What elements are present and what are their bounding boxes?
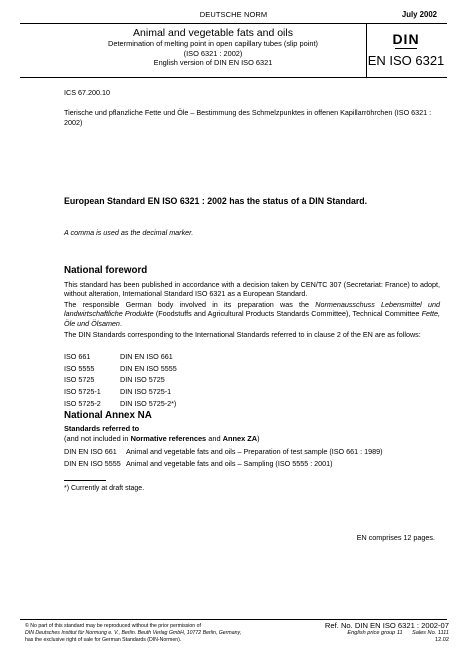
reference-description: Animal and vegetable fats and oils – Sampling (ISO 5555 : 2001)	[126, 458, 333, 468]
iso-reference: (ISO 6321 : 2002)	[183, 48, 243, 58]
din-standard: DIN EN ISO 661	[120, 352, 173, 361]
din-standard: DIN ISO 5725-1	[120, 387, 172, 397]
footnote-rule	[64, 480, 106, 481]
fp2-text-a: The responsible German body involved in its preparation was the	[64, 300, 316, 309]
ni-c: and	[206, 434, 223, 443]
iso-standard: ISO 5725-1	[64, 387, 101, 397]
fp2-committee: Normenausschuss Lebensmittel und landwirtschaftliche Produkte	[64, 300, 441, 319]
iso-standard: ISO 661	[64, 352, 91, 361]
foreword-paragraph-1: This standard has been published in accordance with a decision taken by CEN/TC 307 (Secretariat: France) to adopt, without alteration, International Standard ISO 6321 as a European Standard.	[64, 280, 440, 299]
publication-date: July 2002	[401, 10, 437, 19]
document-title: Animal and vegetable fats and oils	[133, 27, 293, 39]
price-group: English price group 11	[347, 630, 403, 636]
reference-row	[64, 458, 383, 470]
fp2-text-c: .	[119, 318, 122, 328]
status-statement: European Standard EN ISO 6321 : 2002 has the status of a DIN Standard.	[64, 196, 368, 206]
ni-a: (and not included in	[64, 434, 131, 443]
ni-normative-references: Normative references	[130, 434, 207, 443]
header-top	[0, 10, 467, 22]
german-title: Tierische und pflanzliche Fette und Öle – Bestimmung des Schmelzpunktes in offenen Kapillarröhrchen (ISO 6321 : 2002)	[64, 108, 432, 127]
din-standard: DIN ISO 5725-2*)	[120, 398, 177, 408]
foreword-heading: National foreword	[64, 265, 148, 276]
correspondence-row	[64, 386, 177, 398]
din-box	[366, 25, 446, 77]
decimal-note: A comma is used as the decimal marker.	[64, 228, 194, 237]
correspondence-row	[64, 351, 177, 363]
fp2-text-b: (Foodstuffs and Agricultural Products Standards Committee), Technical Committee	[153, 309, 422, 319]
iso-standard: ISO 5725-2	[64, 398, 101, 408]
page-count-note: EN comprises 12 pages.	[356, 533, 435, 542]
english-version: English version of DIN EN ISO 6321	[153, 58, 273, 68]
footer-rule	[20, 619, 447, 620]
iso-standard: ISO 5725	[64, 375, 95, 385]
not-included-note	[64, 434, 260, 443]
standards-referred-heading: Standards referred to	[64, 424, 140, 433]
reference-standard: DIN EN ISO 5555	[64, 458, 121, 468]
reference-row	[64, 446, 383, 458]
footer-reference	[325, 621, 449, 644]
ni-e: )	[257, 434, 260, 443]
foreword-paragraph-2	[64, 300, 440, 328]
copyright-line-2: DIN Deutsches Institut für Normung e. V., Berlin. Beuth Verlag GmbH, 10772 Berlin, Germany,	[25, 629, 242, 636]
reference-standard: DIN EN ISO 661	[64, 447, 117, 456]
din-standard: DIN EN ISO 5555	[120, 363, 177, 373]
correspondence-row	[64, 398, 177, 410]
norm-label: DEUTSCHE NORM	[199, 10, 268, 19]
version-code: 12.02	[435, 637, 449, 643]
ics-code: ICS 67.200.10	[64, 88, 110, 97]
ni-annex-za: Annex ZA	[222, 434, 258, 443]
footnote: *) Currently at draft stage.	[64, 485, 145, 492]
copyright-line-3: has the exclusive right of sale for German Standards (DIN-Normen).	[25, 636, 182, 643]
correspondence-list	[64, 351, 177, 410]
foreword-paragraph-3: The DIN Standards corresponding to the International Standards referred to in clause 2 of the EN are as follows:	[64, 330, 421, 339]
sales-number: Sales No. 1111	[411, 630, 449, 636]
reference-description: Animal and vegetable fats and oils – Preparation of test sample (ISO 661 : 1989)	[126, 447, 383, 456]
correspondence-row	[64, 363, 177, 375]
fp2-technical-committee: Fette, Öle und Ölsamen	[64, 309, 440, 328]
header-bottom-rule	[20, 77, 447, 78]
din-logo-underline	[395, 48, 417, 49]
copyright-line-1: © No part of this standard may be reproduced without the prior permission of	[25, 623, 201, 629]
reference-number: Ref. No. DIN EN ISO 6321 : 2002-07	[324, 621, 449, 630]
din-standard: DIN ISO 5725	[120, 375, 165, 385]
din-number: EN ISO 6321	[367, 53, 445, 68]
annex-heading: National Annex NA	[64, 410, 152, 421]
reference-list	[64, 446, 383, 469]
din-logo: DIN	[392, 31, 420, 47]
correspondence-row	[64, 374, 177, 386]
document-subtitle: Determination of melting point in open capillary tubes (slip point)	[108, 39, 318, 48]
header-rule	[20, 23, 447, 24]
price-sales	[325, 630, 449, 637]
copyright-notice	[25, 623, 305, 643]
title-block	[60, 27, 366, 68]
iso-standard: ISO 5555	[64, 363, 95, 373]
